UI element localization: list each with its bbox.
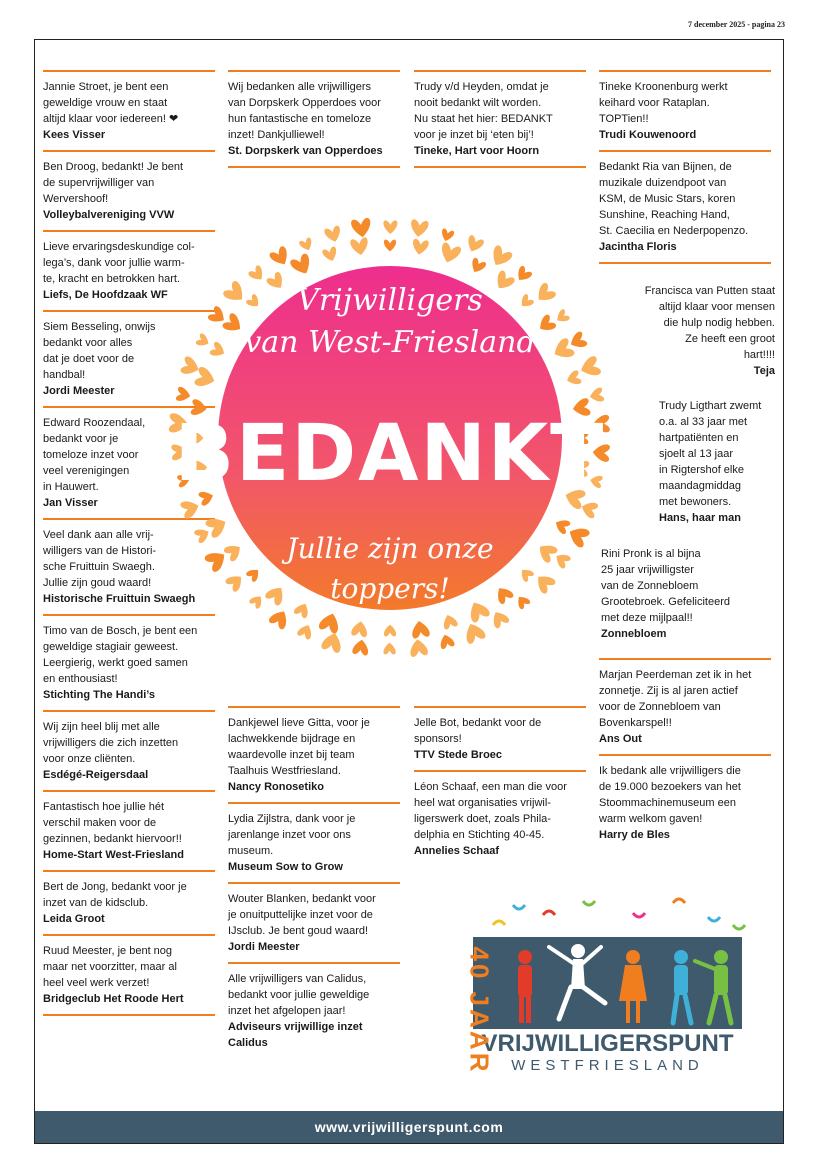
heart-icon xyxy=(518,566,535,583)
message-signature: TTV Stede Broec xyxy=(414,749,503,761)
heart-icon xyxy=(245,293,262,310)
message-signature: Jordi Meester xyxy=(228,941,300,953)
divider xyxy=(599,262,771,264)
message-line: Nu staat het hier: BEDANKT xyxy=(414,113,553,125)
divider xyxy=(414,166,586,168)
message-signature: Jan Visser xyxy=(43,497,98,509)
heart-icon xyxy=(440,228,455,243)
message-line: en enthousiast! xyxy=(43,673,118,685)
message-line: Ruud Meester, je bent nog xyxy=(43,945,173,957)
heart-icon xyxy=(222,280,249,307)
badge-line-4: toppers! xyxy=(330,572,450,605)
heart-icon xyxy=(384,240,396,252)
message-line: Trudy Ligthart zwemt xyxy=(659,400,762,412)
heart-icon xyxy=(224,571,246,593)
message-line: willigers van de Histori- xyxy=(43,545,157,557)
message-line: sponsors! xyxy=(414,733,462,745)
message-signature: Jacintha Floris xyxy=(599,241,677,253)
message-block xyxy=(599,70,771,150)
message-line: met bewoners. xyxy=(659,496,732,508)
message-block xyxy=(599,150,771,262)
heart-icon xyxy=(536,314,558,336)
message-block xyxy=(43,934,215,1014)
heart-icon xyxy=(465,598,491,623)
message-line: St. Caecilia en Nederpopenzo. xyxy=(599,225,749,237)
divider xyxy=(43,1014,215,1016)
message-line: sjoelt al 13 jaar xyxy=(659,448,733,460)
message-line: Jannie Stroet, je bent een xyxy=(43,81,169,93)
message-line: hartpatiënten en xyxy=(659,432,739,444)
message-block xyxy=(228,882,400,962)
message-signature: Harry de Bles xyxy=(599,829,670,841)
heart-icon xyxy=(533,282,557,306)
message-line: Bedankt Ria van Bijnen, de xyxy=(599,161,732,173)
message-line: Marjan Peerdeman zet ik in het xyxy=(599,669,752,681)
message-line: heel wat organisaties vrijwil- xyxy=(414,797,551,809)
message-signature: Trudi Kouwenoord xyxy=(599,129,697,141)
message-line: Ben Droog, bedankt! Je bent xyxy=(43,161,184,173)
message-signature: Teja xyxy=(753,365,775,377)
message-block xyxy=(43,70,215,150)
heart-icon xyxy=(247,264,266,283)
message-line: hart!!!! xyxy=(743,349,775,361)
message-line: inzet van de kidsclub. xyxy=(43,897,149,909)
message-line: muzikale duizendpoot van xyxy=(599,177,727,189)
heart-icon xyxy=(553,516,571,535)
message-line: altijd klaar voor iedereen! ❤ xyxy=(43,113,179,125)
message-line: lega’s, dank voor jullie warm- xyxy=(43,257,185,269)
heart-icon xyxy=(565,523,590,549)
message-block xyxy=(414,706,586,770)
message-signature: Adviseurs vrijwillige inzet Calidus xyxy=(228,1021,363,1049)
heart-icon xyxy=(438,242,462,266)
heart-icon xyxy=(324,225,343,244)
message-line: Fantastisch hoe jullie hét xyxy=(43,801,165,813)
message-line: bedankt voor je xyxy=(43,433,119,445)
heart-icon xyxy=(567,331,588,352)
message-line: maandagmiddag xyxy=(659,480,741,492)
heart-icon xyxy=(383,643,395,655)
logo-40-jaar: 40 JAAR xyxy=(464,946,495,1075)
message-line: Trudy v/d Heyden, omdat je xyxy=(414,81,549,93)
heart-icon xyxy=(535,540,559,564)
message-line: Veel dank aan alle vrij- xyxy=(43,529,154,541)
message-francisca xyxy=(625,283,775,379)
message-block xyxy=(43,150,215,230)
message-line: lachwekkende bijdrage en xyxy=(228,733,356,745)
message-line: Timo van de Bosch, je bent een xyxy=(43,625,198,637)
message-line: Leergierig, werkt goed samen xyxy=(43,657,188,669)
page-frame xyxy=(34,39,784,1144)
message-line: je onuitputtelijke inzet voor de xyxy=(228,909,373,921)
message-line: IJsclub. Je bent goud waard! xyxy=(228,925,369,937)
message-line: heel veel werk verzet! xyxy=(43,977,150,989)
message-signature: Home-Start West-Friesland xyxy=(43,849,184,861)
heart-icon xyxy=(514,593,531,610)
message-rini-pronk xyxy=(601,546,771,642)
message-line: Lydia Zijlstra, dank voor je xyxy=(228,813,356,825)
heart-icon xyxy=(209,341,227,360)
message-trudy-ligthart xyxy=(659,398,779,526)
message-signature: Stichting The Handi’s xyxy=(43,689,156,701)
badge-line-2: van West-Friesland xyxy=(244,325,536,360)
heart-icon xyxy=(492,269,516,293)
message-line: van Dorpskerk Opperdoes voor xyxy=(228,97,381,109)
heart-icon xyxy=(464,234,485,254)
message-line: voor de Zonnebloem van xyxy=(599,701,721,713)
message-signature: Bridgeclub Het Roode Hert xyxy=(43,993,184,1005)
heart-icon xyxy=(489,608,510,629)
message-line: te, kracht en betrokken hart. xyxy=(43,273,180,285)
badge-bedankt: BEDANKT xyxy=(174,409,606,499)
message-line: vrijwilligers die zich inzetten xyxy=(43,737,179,749)
heart-icon xyxy=(299,237,315,253)
message-line: Alle vrijwilligers van Calidus, xyxy=(228,973,367,985)
message-line: Jelle Bot, bedankt voor de xyxy=(414,717,542,729)
logo-subtitle: WESTFRIESLAND xyxy=(511,1057,704,1074)
heart-icon xyxy=(518,293,535,310)
message-line: gezinnen, bedankt hiervoor!! xyxy=(43,833,182,845)
heart-icon xyxy=(350,237,370,256)
message-line: Edward Roozendaal, xyxy=(43,417,146,429)
heart-icon xyxy=(411,238,429,255)
heart-icon xyxy=(352,639,370,656)
heart-icon xyxy=(223,541,245,563)
message-line: o.a. al 33 jaar met xyxy=(659,416,748,428)
message-line: geweldige vrouw en staat xyxy=(43,97,168,109)
message-line: maar net voorzitter, maar al xyxy=(43,961,177,973)
heart-icon xyxy=(462,620,487,645)
heart-icon xyxy=(289,253,315,278)
message-block xyxy=(43,710,215,790)
message-line: Tineke Kroonenburg werkt xyxy=(599,81,728,93)
message-signature: Volleybalvereniging VVW xyxy=(43,209,175,221)
message-line: Rini Pronk is al bijna xyxy=(601,548,701,560)
heart-icon xyxy=(410,620,430,639)
message-line: van de Zonnebloem xyxy=(601,580,699,592)
column-2-bottom xyxy=(228,706,400,1058)
heart-icon xyxy=(409,219,429,238)
message-line: zonnetje. Zij is al jaren actief xyxy=(599,685,738,697)
message-line: geweldige stagiair geweest. xyxy=(43,641,179,653)
column-2-top xyxy=(228,70,400,168)
message-block xyxy=(414,770,586,866)
message-line: in Hauwert. xyxy=(43,481,99,493)
message-line: KSM, de Music Stars, koren xyxy=(599,193,736,205)
message-line: Wij bedanken alle vrijwilligers xyxy=(228,81,372,93)
message-line: Siem Besseling, onwijs xyxy=(43,321,156,333)
message-block xyxy=(228,962,400,1058)
message-line: bedankt voor jullie geweldige xyxy=(228,989,370,1001)
column-3-bottom xyxy=(414,706,586,866)
column-1 xyxy=(43,70,215,1016)
message-line: nooit bedankt wilt worden. xyxy=(414,97,542,109)
heart-icon xyxy=(468,257,487,275)
message-line: Wervershoof! xyxy=(43,193,109,205)
heart-icon xyxy=(266,271,288,293)
column-3-top xyxy=(414,70,586,168)
heart-icon xyxy=(296,622,314,640)
heart-icon xyxy=(264,583,288,607)
logo-panel xyxy=(473,937,742,1029)
heart-icon xyxy=(322,246,339,263)
message-block xyxy=(599,754,771,850)
message-line: hun fantastische en tomeloze xyxy=(228,113,372,125)
vrijwilligerspunt-logo xyxy=(433,895,773,1090)
message-signature: Zonnebloem xyxy=(601,628,667,640)
heart-icon xyxy=(550,337,575,363)
heart-icon xyxy=(318,611,342,635)
message-signature: Kees Visser xyxy=(43,129,106,141)
heart-icon xyxy=(351,620,369,637)
message-signature: Museum Sow to Grow xyxy=(228,861,343,873)
badge-line-1: Vrijwilligers xyxy=(297,283,483,318)
message-block xyxy=(599,658,771,754)
dancers-icon xyxy=(473,937,742,1029)
badge-line-3: Jullie zijn onze xyxy=(286,532,494,565)
footer-url[interactable]: www.vrijwilligerspunt.com xyxy=(35,1111,783,1143)
message-line: bedankt voor alles xyxy=(43,337,133,349)
heart-icon xyxy=(578,355,602,379)
message-line: met deze mijlpaal!! xyxy=(601,612,693,624)
message-block xyxy=(228,802,400,882)
message-line: Wij zijn heel blij met alle xyxy=(43,721,160,733)
message-line: Lieve ervaringsdeskundige col- xyxy=(43,241,195,253)
heart-icon xyxy=(293,601,312,619)
message-block xyxy=(43,614,215,710)
message-line: in Rigtershof elke xyxy=(659,464,744,476)
message-line: Bovenkarspel!! xyxy=(599,717,672,729)
message-line: verschil maken voor de xyxy=(43,817,157,829)
message-line: Wouter Blanken, bedankt voor xyxy=(228,893,376,905)
message-line: Jullie zijn goud waard! xyxy=(43,577,152,589)
message-block xyxy=(228,706,400,802)
heart-icon xyxy=(487,244,513,270)
message-line: Bert de Jong, bedankt voor je xyxy=(43,881,187,893)
message-line: Francisca van Putten staat xyxy=(644,285,775,297)
heart-icon xyxy=(383,220,397,233)
message-line: museum. xyxy=(228,845,274,857)
heart-icon xyxy=(321,630,345,653)
heart-icon xyxy=(205,513,230,539)
heart-icon xyxy=(579,499,599,519)
message-line: de supervrijwilliger van xyxy=(43,177,155,189)
confetti-icon xyxy=(433,895,773,940)
message-signature: Historische Fruittuin Swaegh xyxy=(43,593,196,605)
heart-icon xyxy=(554,308,571,325)
heart-icon xyxy=(553,550,572,569)
message-line: keihard voor Rataplan. xyxy=(599,97,710,109)
message-line: waardevolle inzet bij team xyxy=(228,749,355,761)
heart-icon xyxy=(514,265,533,284)
message-signature: Jordi Meester xyxy=(43,385,115,397)
message-block xyxy=(414,70,586,166)
message-line: jarenlange inzet voor ons xyxy=(228,829,351,841)
message-block xyxy=(43,790,215,870)
heart-icon xyxy=(221,312,245,336)
message-signature: Ans Out xyxy=(599,733,642,745)
message-line: Grootebroek. Gefeliciteerd xyxy=(601,596,731,608)
message-line: voor je inzet bij ‘eten bij’! xyxy=(414,129,534,141)
message-line: Léon Schaaf, een man die voor xyxy=(414,781,567,793)
heart-icon xyxy=(438,633,455,650)
message-line: altijd klaar voor mensen xyxy=(658,301,775,313)
message-line: dat je doet voor de xyxy=(43,353,135,365)
message-line: warm welkom gaven! xyxy=(599,813,703,825)
heart-icon xyxy=(441,613,458,630)
message-line: ligerswerk doet, zoals Phila- xyxy=(414,813,551,825)
message-signature: Leida Groot xyxy=(43,913,105,925)
message-signature: Nancy Ronosetiko xyxy=(228,781,324,793)
message-block xyxy=(43,870,215,934)
heart-icon xyxy=(565,370,582,387)
heart-icon xyxy=(409,638,429,657)
message-line: handbal! xyxy=(43,369,86,381)
message-line: Ik bedank alle vrijwilligers die xyxy=(599,765,741,777)
message-block xyxy=(228,70,400,166)
message-signature: Esdégé-Reigersdaal xyxy=(43,769,149,781)
message-line: die hulp nodig hebben. xyxy=(663,317,775,329)
message-signature: Annelies Schaaf xyxy=(414,845,499,857)
message-line: de 19.000 bezoekers van het xyxy=(599,781,741,793)
message-line: Dankjewel lieve Gitta, voor je xyxy=(228,717,370,729)
message-signature: Liefs, De Hoofdzaak WF xyxy=(43,289,168,301)
heart-icon xyxy=(384,625,396,637)
message-block xyxy=(43,230,215,310)
message-line: delphia en Stichting 40-45. xyxy=(414,829,545,841)
message-signature: Tineke, Hart voor Hoorn xyxy=(414,145,540,157)
message-line: inzet! Dankjulliewel! xyxy=(228,129,325,141)
message-line: voor onze cliënten. xyxy=(43,753,136,765)
message-signature: St. Dorpskerk van Opperdoes xyxy=(228,145,383,157)
message-line: Ze heeft een groot xyxy=(685,333,775,345)
message-line: Stoommachinemuseum een xyxy=(599,797,736,809)
message-line: sche Fruittuin Swaegh. xyxy=(43,561,155,573)
message-line: inzet het afgelopen jaar! xyxy=(228,1005,346,1017)
heart-icon xyxy=(532,571,556,595)
column-4-bottom xyxy=(599,658,771,850)
heart-icon xyxy=(588,387,604,404)
message-line: 25 jaar vrijwilligster xyxy=(601,564,694,576)
column-4-top xyxy=(599,70,771,264)
message-signature: Hans, haar man xyxy=(659,512,741,524)
heart-icon xyxy=(493,584,515,606)
message-line: tomeloze inzet voor xyxy=(43,449,139,461)
divider xyxy=(228,166,400,168)
heart-icon xyxy=(268,607,292,630)
message-line: Sunshine, Reaching Hand, xyxy=(599,209,730,221)
message-line: Taalhuis Westfriesland. xyxy=(228,765,341,777)
heart-icon xyxy=(245,566,262,583)
page-header: 7 december 2025 - pagina 23 xyxy=(688,20,785,29)
logo-title: VRIJWILLIGERSPUNT xyxy=(481,1030,734,1057)
heart-icon xyxy=(248,593,265,610)
message-block xyxy=(43,518,215,614)
heart-icon xyxy=(351,217,373,238)
heart-icon xyxy=(268,245,292,268)
message-line: veel verenigingen xyxy=(43,465,130,477)
bedankt-badge xyxy=(174,188,606,688)
message-line: TOPTien!! xyxy=(599,113,649,125)
